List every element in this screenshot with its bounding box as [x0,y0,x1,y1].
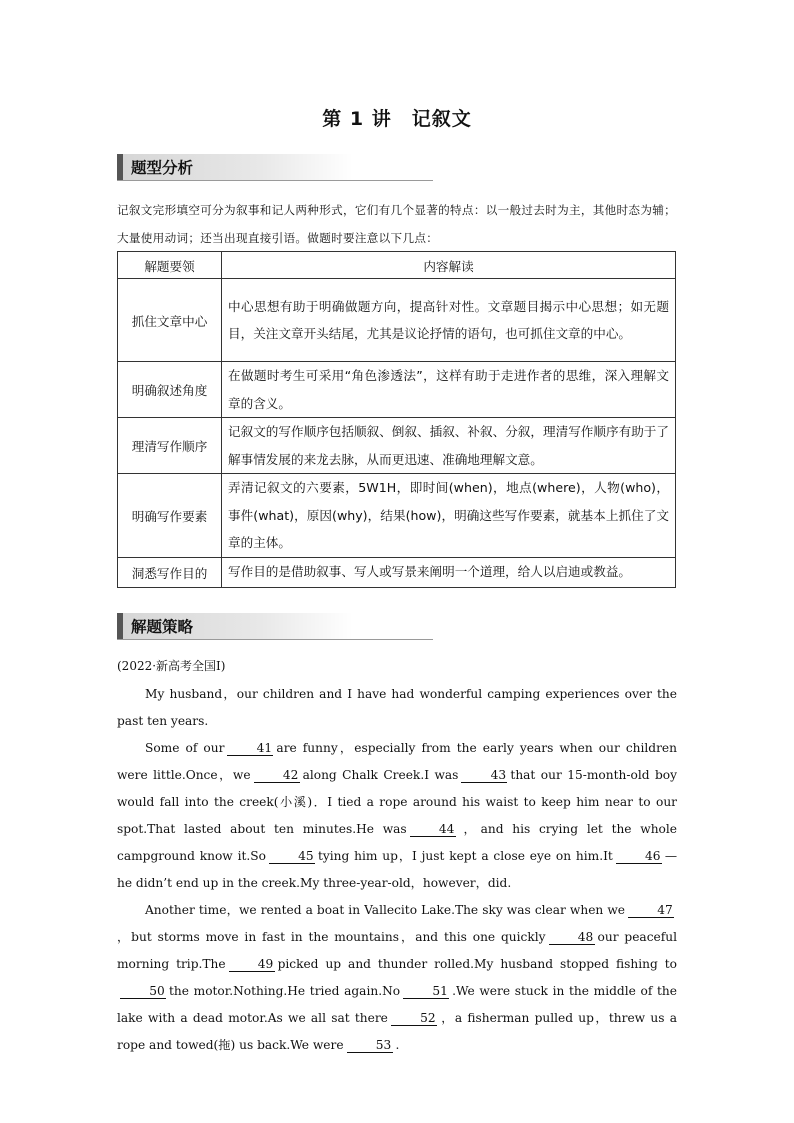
table-cell-key: 理清写作顺序 [118,418,222,474]
blank-41[interactable]: 41 [227,741,273,756]
passage-text: .We were stuck in the middle of the lake with a dead motor.As we all sat there [117,984,677,1025]
blank-43[interactable]: 43 [461,768,507,783]
blank-47[interactable]: 47 [628,903,674,918]
table-cell-value: 写作目的是借助叙事、写人或写景来阐明一个道理，给人以启迪或教益。 [222,557,676,587]
table-cell-key: 洞悉写作目的 [118,557,222,587]
passage-text: the motor.Nothing.He tried again.No [169,984,401,998]
tips-table [117,251,676,588]
blank-50[interactable]: 50 [120,984,166,999]
table-row [118,418,676,474]
blank-46[interactable]: 46 [616,849,662,864]
passage-text: that our 15-month-old boy would fall into the creek(小溪)．I tied a rope around his waist to keep him near to our spot.That lasted about ten minutes.He was [117,768,677,836]
section-header-analysis [117,154,433,180]
blank-53[interactable]: 53 [347,1038,393,1053]
passage-text: tying him up，I just kept a close eye on him.It [317,849,613,863]
table-row [118,362,676,418]
passage-text: along Chalk Creek.I was [302,768,459,782]
table-cell-key: 抓住文章中心 [118,279,222,362]
section-label: 题型分析 [131,159,194,177]
passage-paragraph [117,897,677,1059]
table-cell-value: 中心思想有助于明确做题方向，提高针对性。文章题目揭示中心思想；如无题目，关注文章开头结尾，尤其是议论抒情的语句，也可抓住文章的中心。 [222,279,676,362]
blank-42[interactable]: 42 [254,768,300,783]
blank-49[interactable]: 49 [229,957,275,972]
passage-text: ，but storms move in fast in the mountains，and this one quickly [117,930,546,944]
table-cell-key: 明确叙述角度 [118,362,222,418]
table-cell-value: 记叙文的写作顺序包括顺叙、倒叙、插叙、补叙、分叙，理清写作顺序有助于了解事情发展的来龙去脉，从而更迅速、准确地理解文意。 [222,418,676,474]
blank-48[interactable]: 48 [549,930,595,945]
intro-paragraph: 记叙文完形填空可分为叙事和记人两种形式，它们有几个显著的特点：以一般过去时为主，其他时态为辅；大量使用动词；还当出现直接引语。做题时要注意以下几点： [117,203,677,245]
passage-text: ，and his crying let the whole campground know it.So [117,822,677,863]
table-row [118,279,676,362]
cloze-passage [117,681,677,1059]
blank-44[interactable]: 44 [410,822,456,837]
table-cell-value: 弄清记叙文的六要素，5W1H，即时间(when)，地点(where)，人物(who)，事件(what)，原因(why)，结果(how)，明确这些写作要素，就基本上抓住了文章的主体。 [222,474,676,558]
table-row [118,474,676,558]
passage-paragraph: My husband，our children and I have had wonderful camping experiences over the past ten years. [117,687,677,728]
table-header-value: 内容解读 [222,252,676,279]
passage-text: . [395,1038,400,1052]
table-header-key: 解题要领 [118,252,222,279]
section-divider [117,180,433,181]
passage-text: Another time，we rented a boat in Vallecito Lake.The sky was clear when we [145,903,625,917]
source-citation: (2022·新高考全国Ⅰ) [117,659,226,673]
passage-text: —he didn’t end up in the creek.My three-year-old，however，did. [117,849,677,890]
blank-51[interactable]: 51 [403,984,449,999]
blank-52[interactable]: 52 [391,1011,437,1026]
section-header-strategy [117,613,433,639]
passage-text: Some of our [145,741,225,755]
table-row [118,557,676,587]
page-title: 第 1 讲 记叙文 [322,108,472,130]
passage-text: ，a fisherman pulled up，threw us a rope and towed(拖) us back.We were [117,1011,677,1052]
blank-45[interactable]: 45 [269,849,315,864]
passage-text: our peaceful morning trip.The [117,930,677,971]
passage-text: are funny，especially from the early years when our children were little.Once，we [117,741,677,782]
passage-text: picked up and thunder rolled.My husband stopped fishing to [277,957,677,971]
table-cell-key: 明确写作要素 [118,474,222,558]
passage-paragraph [117,735,677,897]
section-label: 解题策略 [131,618,194,636]
section-divider [117,639,433,640]
table-cell-value: 在做题时考生可采用“角色渗透法”，这样有助于走进作者的思维，深入理解文章的含义。 [222,362,676,418]
table-header-row [118,252,676,279]
